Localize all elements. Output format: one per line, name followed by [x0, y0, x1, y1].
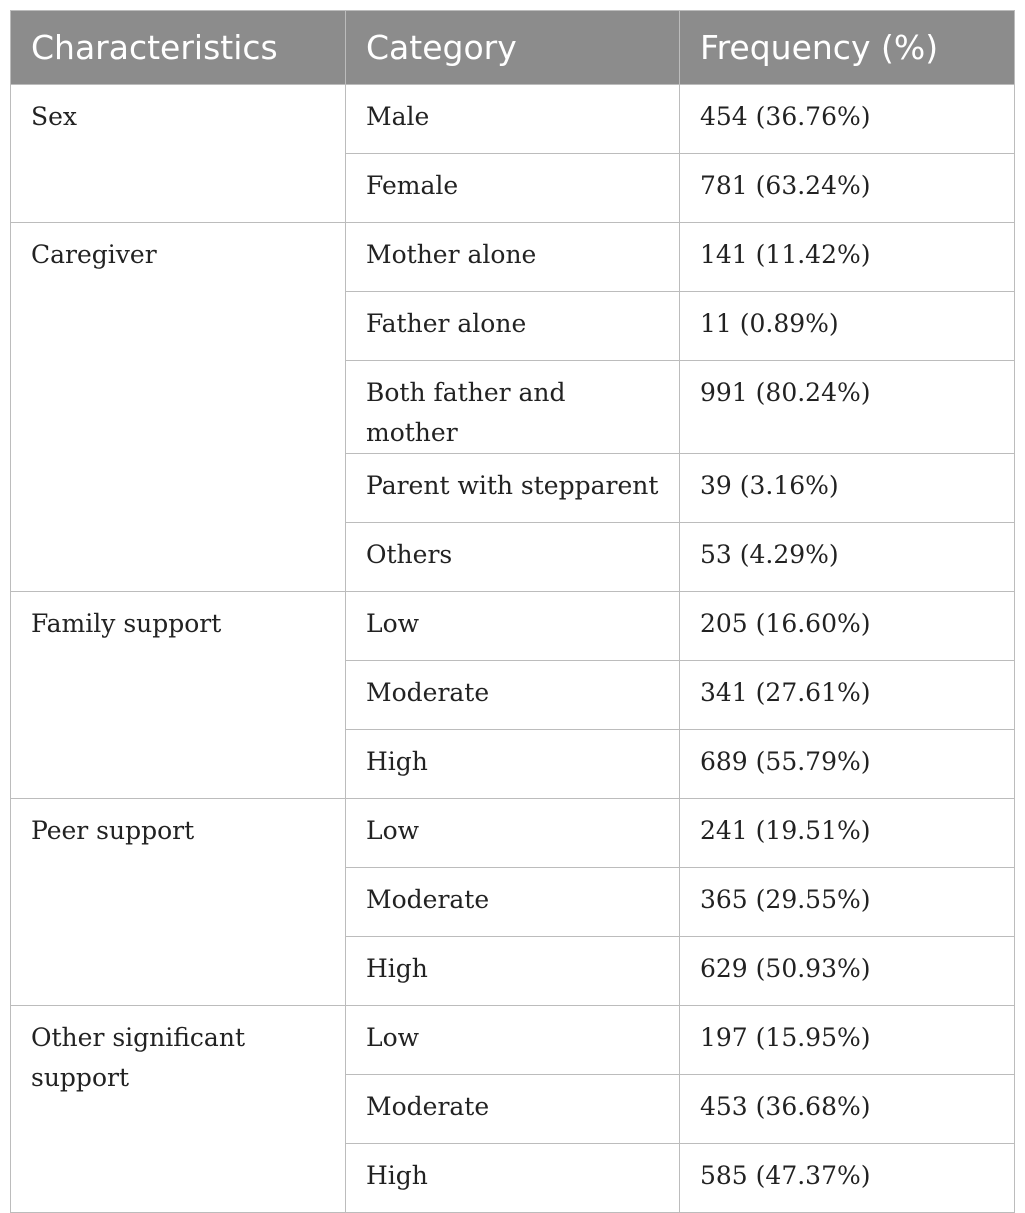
frequency-value: 11 (0.89%)	[700, 309, 839, 338]
category-cell	[346, 661, 680, 730]
characteristic-label: Caregiver	[31, 240, 157, 269]
category-label: Low	[366, 1023, 420, 1052]
category-cell	[346, 1006, 680, 1075]
characteristic-label: Peer support	[31, 816, 195, 845]
header-characteristics: Characteristics	[11, 11, 346, 85]
table-row	[11, 592, 1015, 661]
table-row	[11, 223, 1015, 292]
category-label: High	[366, 954, 428, 983]
category-cell	[346, 523, 680, 592]
category-cell	[346, 154, 680, 223]
frequency-cell	[680, 292, 1015, 361]
category-cell	[346, 1075, 680, 1144]
characteristic-cell	[11, 592, 346, 799]
category-label: Father alone	[366, 309, 527, 338]
frequency-cell	[680, 592, 1015, 661]
category-label: Parent with stepparent	[366, 471, 659, 500]
frequency-value: 53 (4.29%)	[700, 540, 839, 569]
frequency-value: 241 (19.51%)	[700, 816, 871, 845]
characteristic-cell	[11, 223, 346, 592]
category-cell	[346, 361, 680, 454]
table-header	[11, 11, 1015, 85]
demographics-table	[10, 10, 1015, 1213]
category-label: Moderate	[366, 678, 490, 707]
frequency-cell	[680, 85, 1015, 154]
table-body	[11, 85, 1015, 1213]
category-cell	[346, 223, 680, 292]
category-cell	[346, 730, 680, 799]
category-cell	[346, 454, 680, 523]
category-cell	[346, 799, 680, 868]
header-row	[11, 11, 1015, 85]
category-label: High	[366, 747, 428, 776]
category-cell	[346, 85, 680, 154]
category-cell	[346, 937, 680, 1006]
frequency-cell	[680, 799, 1015, 868]
frequency-cell	[680, 868, 1015, 937]
frequency-cell	[680, 730, 1015, 799]
category-label: Both father and mother	[366, 378, 566, 447]
category-label: Male	[366, 102, 430, 131]
frequency-cell	[680, 1144, 1015, 1213]
category-label: Female	[366, 171, 459, 200]
frequency-value: 454 (36.76%)	[700, 102, 871, 131]
frequency-cell	[680, 1075, 1015, 1144]
category-label: Mother alone	[366, 240, 537, 269]
frequency-cell	[680, 523, 1015, 592]
frequency-cell	[680, 454, 1015, 523]
frequency-value: 365 (29.55%)	[700, 885, 871, 914]
characteristic-label: Other significant support	[31, 1023, 245, 1092]
frequency-value: 585 (47.37%)	[700, 1161, 871, 1190]
frequency-cell	[680, 937, 1015, 1006]
frequency-value: 453 (36.68%)	[700, 1092, 871, 1121]
characteristic-label: Family support	[31, 609, 222, 638]
frequency-value: 39 (3.16%)	[700, 471, 839, 500]
frequency-value: 781 (63.24%)	[700, 171, 871, 200]
frequency-value: 205 (16.60%)	[700, 609, 871, 638]
category-cell	[346, 292, 680, 361]
frequency-value: 141 (11.42%)	[700, 240, 871, 269]
category-cell	[346, 1144, 680, 1213]
frequency-value: 341 (27.61%)	[700, 678, 871, 707]
header-frequency: Frequency (%)	[680, 11, 1015, 85]
frequency-cell	[680, 361, 1015, 454]
category-label: High	[366, 1161, 428, 1190]
frequency-cell	[680, 661, 1015, 730]
characteristic-cell	[11, 85, 346, 223]
category-label: Low	[366, 816, 420, 845]
frequency-value: 197 (15.95%)	[700, 1023, 871, 1052]
table-row	[11, 799, 1015, 868]
frequency-value: 629 (50.93%)	[700, 954, 871, 983]
table-row	[11, 1006, 1015, 1075]
frequency-cell	[680, 1006, 1015, 1075]
category-label: Moderate	[366, 885, 490, 914]
characteristic-label: Sex	[31, 102, 78, 131]
frequency-value: 689 (55.79%)	[700, 747, 871, 776]
category-cell	[346, 592, 680, 661]
characteristic-cell	[11, 1006, 346, 1213]
category-label: Others	[366, 540, 453, 569]
category-cell	[346, 868, 680, 937]
frequency-cell	[680, 223, 1015, 292]
frequency-cell	[680, 154, 1015, 223]
header-category: Category	[346, 11, 680, 85]
frequency-value: 991 (80.24%)	[700, 378, 871, 407]
category-label: Moderate	[366, 1092, 490, 1121]
table-row	[11, 85, 1015, 154]
category-label: Low	[366, 609, 420, 638]
characteristic-cell	[11, 799, 346, 1006]
